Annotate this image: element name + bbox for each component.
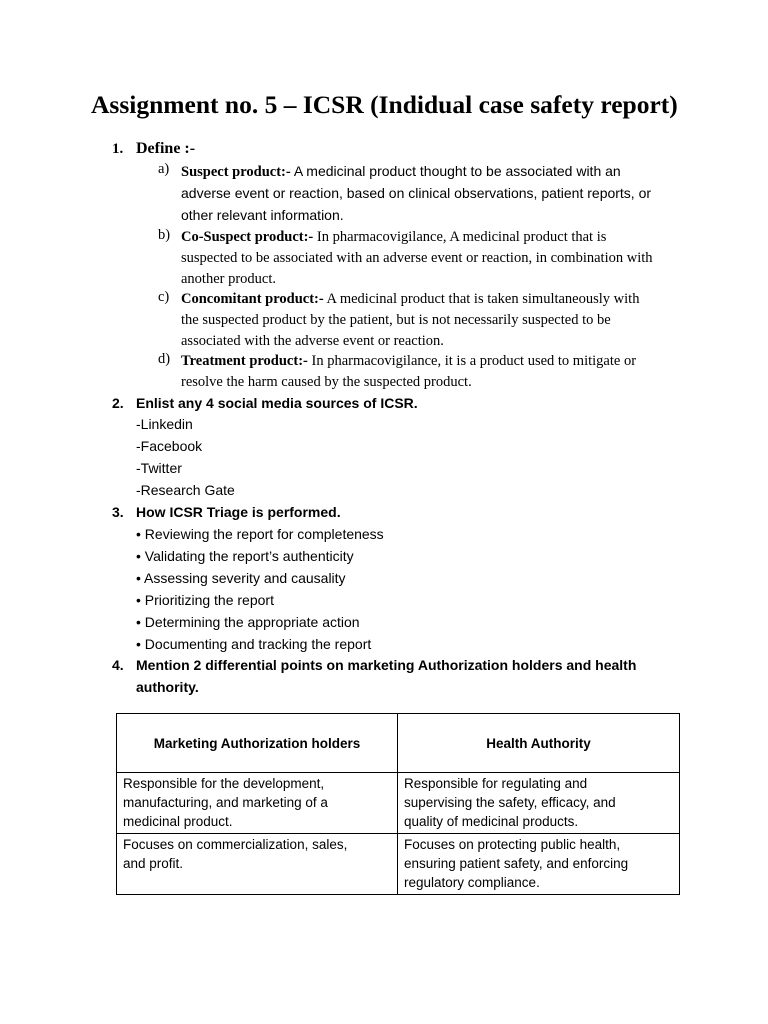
q2-heading: Enlist any 4 social media sources of ICSR. (136, 395, 418, 411)
list-item: -Facebook (136, 438, 203, 454)
definition-line: In pharmacovigilance, A medicinal product that is (313, 229, 607, 245)
definition-line: resolve the harm caused by the suspected product. (181, 374, 472, 390)
comparison-table (116, 713, 680, 895)
definition-line: other relevant information. (181, 207, 344, 223)
list-item: -Twitter (136, 460, 182, 476)
definition-line: adverse event or reaction, based on clinical observations, patient reports, or (181, 185, 652, 201)
table-row (117, 834, 680, 895)
table-cell (117, 834, 398, 895)
definition-c (181, 289, 681, 352)
def-letter-c: c) (158, 289, 170, 305)
list-item: • Validating the report’s authenticity (136, 548, 354, 564)
definition-a (181, 161, 681, 226)
def-letter-d: d) (158, 351, 171, 367)
column-header: Marketing Authorization holders (117, 714, 398, 773)
cell-line: Responsible for regulating and (404, 776, 588, 791)
list-item: • Documenting and tracking the report (136, 636, 372, 652)
term-co-suspect-product: Co-Suspect product:- (181, 229, 314, 245)
list-item: -Research Gate (136, 482, 235, 498)
q4-heading-line: authority. (136, 679, 199, 695)
q1-number: 1. (112, 141, 124, 157)
cell-line: ensuring patient safety, and enforcing (404, 856, 629, 871)
cell-line: Focuses on protecting public health, (404, 837, 621, 852)
q4-number: 4. (112, 657, 124, 673)
list-item: -Linkedin (136, 416, 193, 432)
table-header-row (117, 714, 680, 773)
def-letter-a: a) (158, 161, 170, 177)
table-cell (117, 773, 398, 834)
q4-heading-line: Mention 2 differential points on marketing Authorization holders and health (136, 657, 637, 673)
cell-line: supervising the safety, efficacy, and (404, 795, 616, 810)
term-suspect-product: Suspect product:- (181, 164, 291, 180)
page-title: Assignment no. 5 – ICSR (Indidual case safety report) (91, 90, 678, 119)
cell-line: medicinal product. (123, 814, 233, 829)
definition-line: In pharmacovigilance, it is a product used to mitigate or (307, 353, 637, 369)
term-concomitant-product: Concomitant product:- (181, 291, 324, 307)
cell-line: Focuses on commercialization, sales, (123, 837, 348, 852)
table-cell (398, 773, 680, 834)
definition-line: another product. (181, 271, 277, 287)
definition-line: associated with the adverse event or reaction. (181, 333, 444, 349)
definition-line: the suspected product by the patient, but is not necessarily suspected to be (181, 312, 611, 328)
definition-b (181, 227, 681, 290)
list-item: • Reviewing the report for completeness (136, 526, 384, 542)
q1-heading: Define :- (136, 140, 196, 157)
cell-line: Responsible for the development, (123, 776, 325, 791)
definition-d (181, 351, 681, 393)
q3-heading: How ICSR Triage is performed. (136, 504, 341, 520)
definition-line: A medicinal product thought to be associated with an (290, 163, 621, 179)
table-row (117, 773, 680, 834)
def-letter-b: b) (158, 227, 171, 243)
term-treatment-product: Treatment product:- (181, 353, 308, 369)
list-item: • Determining the appropriate action (136, 614, 360, 630)
cell-line: manufacturing, and marketing of a (123, 795, 328, 810)
q3-number: 3. (112, 504, 124, 520)
definition-line: A medicinal product that is taken simultaneously with (323, 291, 640, 307)
definition-line: suspected to be associated with an adverse event or reaction, in combination with (181, 250, 653, 266)
cell-line: regulatory compliance. (404, 875, 540, 890)
cell-line: and profit. (123, 856, 184, 871)
table-cell (398, 834, 680, 895)
cell-line: quality of medicinal products. (404, 814, 579, 829)
list-item: • Assessing severity and causality (136, 570, 346, 586)
q2-number: 2. (112, 395, 124, 411)
list-item: • Prioritizing the report (136, 592, 274, 608)
column-header: Health Authority (398, 714, 680, 773)
